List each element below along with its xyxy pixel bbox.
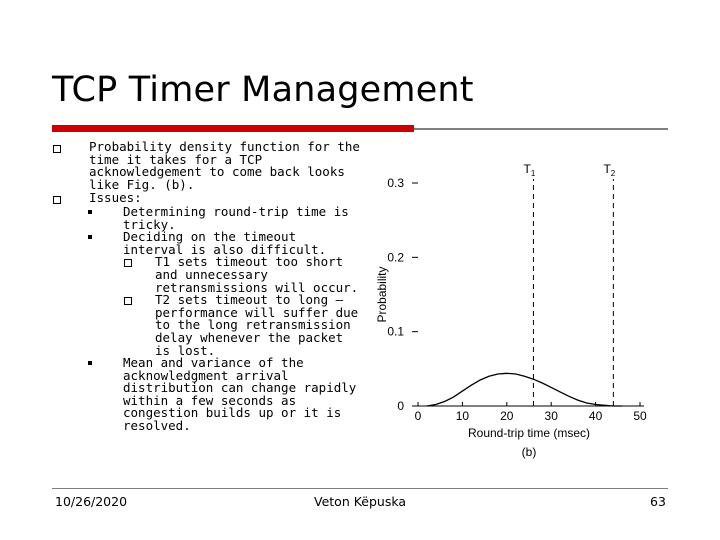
footer-page-number: 63 — [650, 494, 666, 509]
slide-title: TCP Timer Management — [52, 70, 474, 110]
square-bullet-icon — [124, 297, 132, 305]
sub-sub-bullet-item — [52, 256, 362, 294]
footer-date: 10/26/2020 — [55, 494, 128, 509]
sub-sub-bullet-text: T1 sets timeout too short and unnecessary retransmissions will occur. — [155, 254, 359, 295]
dot-bullet-icon — [88, 361, 92, 365]
timeout-marker-label: $T_1$ — [523, 162, 536, 178]
y-tick-label: 0 — [397, 399, 404, 413]
sub-bullet-item — [52, 231, 362, 256]
sub-bullet-item — [52, 203, 362, 232]
dot-bullet-icon — [88, 210, 92, 214]
x-axis-label: Round-trip time (msec) — [467, 426, 591, 440]
x-tick-label: 40 — [588, 409, 603, 423]
footer-rule — [52, 488, 668, 489]
y-tick-label: 0.1 — [387, 324, 404, 339]
bullet-item — [52, 141, 362, 191]
density-curve — [427, 373, 622, 406]
probability-density-figure — [366, 146, 674, 466]
timeout-marker-label: $T_2$ — [603, 162, 616, 178]
square-bullet-icon — [124, 259, 132, 267]
figure-caption: (b) — [521, 445, 537, 459]
dot-bullet-icon — [88, 235, 92, 239]
sub-sub-bullet-item — [52, 294, 362, 357]
title-underline-grey — [414, 128, 668, 130]
x-tick-label: 50 — [633, 409, 647, 423]
x-tick-label: 10 — [455, 409, 470, 423]
bullet-list — [52, 141, 362, 433]
rtt-density-chart — [366, 146, 674, 466]
x-tick-label: 20 — [500, 409, 514, 423]
y-tick-label: 0.3 — [387, 176, 404, 190]
x-tick-label: 0 — [414, 409, 422, 423]
sub-sub-bullet-text: T2 sets timeout to long – performance will suffer due to the long retransmission delay whenever the packet is lost. — [155, 292, 359, 358]
x-tick-label: 30 — [544, 409, 558, 423]
bullet-text: Issues: — [89, 190, 142, 206]
square-bullet-icon — [53, 196, 61, 204]
sub-bullet-item — [52, 357, 362, 433]
sub-bullet-text: Determining round-trip time is tricky. — [123, 203, 349, 232]
footer-author: Veton Këpuska — [314, 494, 407, 509]
sub-bullet-text: Deciding on the timeout interval is also difficult. — [123, 229, 327, 257]
title-underline-red — [52, 125, 414, 132]
y-tick-label: 0.2 — [387, 250, 404, 265]
y-axis-label: Probability — [375, 266, 389, 323]
square-bullet-icon — [53, 145, 61, 153]
bullet-text: Probability density function for the time it takes for a TCP acknowledgement to come back looks like Fig. (b). — [89, 139, 360, 192]
sub-bullet-text: Mean and variance of the acknowledgment arrival distribution can change rapidly within a few seconds as congestion builds up or it is resolved. — [123, 355, 357, 434]
